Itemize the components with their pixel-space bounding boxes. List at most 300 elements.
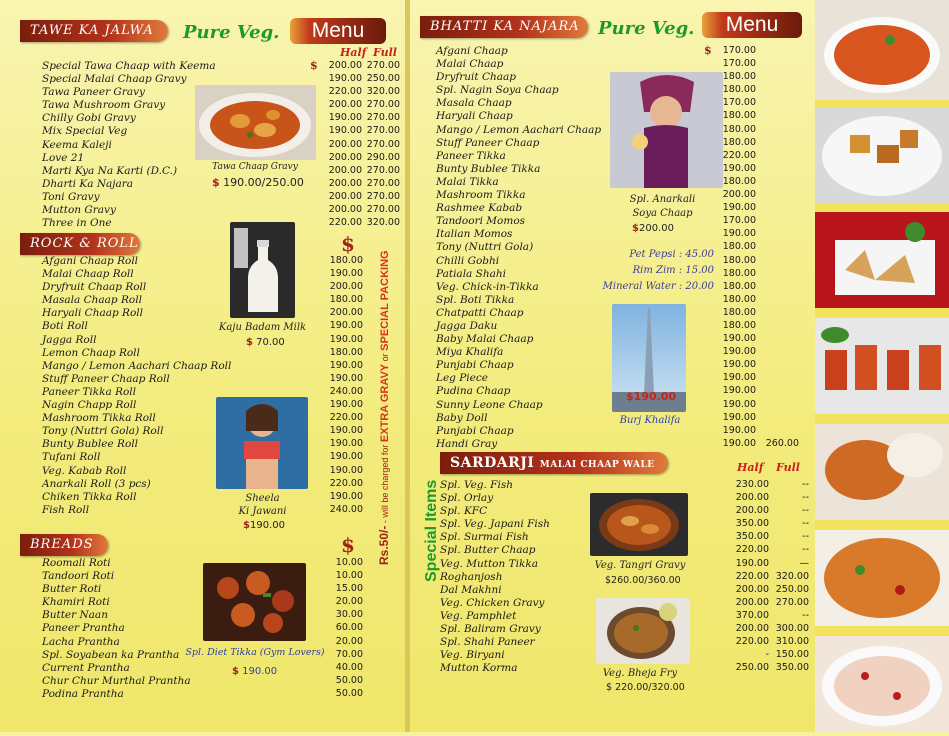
item-name: Chatpatti Chaap (436, 306, 524, 319)
milk-caption: Kaju Badam Milk (218, 322, 307, 333)
item-price: 180.00 (722, 241, 756, 253)
menu-item (42, 294, 372, 307)
dollar-sign: $ (246, 337, 253, 348)
menu-item (42, 438, 372, 451)
item-name: Spl. Boti Tikka (436, 293, 515, 306)
extra-charge-note (377, 250, 391, 565)
item-name: Spl. Butter Chaap (440, 544, 536, 557)
item-price: 180.00 (722, 84, 756, 96)
item-full-price: 260.00 (765, 437, 799, 449)
item-price: 190.00 (722, 398, 756, 410)
item-name: Chiken Tikka Roll (42, 490, 137, 503)
item-price: 180.00 (722, 267, 756, 279)
item-name: Spl. Orlay (440, 492, 494, 505)
curry-bowl-icon (195, 85, 316, 160)
item-name: Podina Prantha (42, 687, 124, 700)
item-name: Boti Roll (42, 320, 88, 333)
item-name: Spl. Veg. Fish (440, 479, 513, 491)
menu-item (42, 399, 372, 412)
milk-bottle-icon (230, 222, 295, 318)
item-name: Malai Chaap (436, 58, 504, 71)
dancer-photo-icon (216, 397, 308, 489)
item-name: Haryali Chaap (436, 110, 513, 123)
item-price: 170.00 (722, 45, 756, 56)
item-half-price: 200.00 (328, 151, 362, 163)
item-price: 190.00 (722, 359, 756, 371)
food-photo-strip (815, 0, 949, 732)
sardarji-title: SARDARJI (450, 455, 535, 471)
fry-bowl-icon (596, 598, 690, 664)
item-full-price: 270.00 (366, 177, 400, 189)
burj-price: $190.00 (626, 390, 677, 403)
menu-item (42, 281, 372, 294)
item-name: Paneer Tikka Roll (42, 385, 137, 398)
item-name: Butter Naan (42, 609, 108, 622)
item-price: 190.00 (722, 228, 756, 240)
menu-item (42, 320, 372, 333)
milk-price-value: 70.00 (256, 337, 285, 348)
item-price: 190.00 (722, 424, 756, 436)
menu-item (42, 217, 402, 230)
burj-caption: Burj Khalifa (619, 415, 681, 426)
item-full-price: 350.00 (775, 662, 809, 674)
item-name: Lemon Chaap Roll (42, 346, 140, 359)
special-packing-label: SPECIAL PACKING (379, 250, 391, 351)
item-name: Spl. Soyabean ka Prantha (42, 648, 180, 661)
item-name: Chur Chur Murthal Prantha (42, 674, 191, 687)
menu-item (440, 479, 810, 492)
bheja-fry-photo (596, 598, 690, 664)
anarkali-caption-1: Spl. Anarkali (629, 194, 696, 205)
milk-price (246, 337, 285, 348)
item-price: 190.00 (329, 464, 363, 476)
diet-tikka-price-value: 190.00 (242, 666, 278, 677)
model-photo-icon (610, 72, 723, 188)
item-price: 180.00 (722, 319, 756, 331)
section-header-rock: ROCK & ROLL (20, 233, 140, 255)
item-price: 190.00 (329, 490, 363, 502)
drink-rim-zim: Rim Zim : 15.00 (632, 265, 714, 276)
item-name: Afgani Chaap Roll (42, 255, 139, 267)
item-full-price: -- (802, 531, 809, 543)
extra-charge-text: - will be charged for (380, 442, 390, 526)
diet-tikka-price (232, 666, 277, 677)
rock-item-list (42, 255, 372, 517)
item-name: Veg. Chicken Gravy (440, 596, 545, 609)
item-name: Keema Kaleji (42, 138, 112, 151)
item-price: 10.00 (335, 557, 363, 568)
item-name: Fish Roll (42, 503, 90, 516)
item-half-price: 230.00 (735, 479, 769, 490)
item-name: Khamiri Roti (42, 596, 110, 609)
pure-veg-label-right: Pure Veg. (598, 18, 695, 39)
anarkali-price (632, 223, 674, 234)
item-full-price: 270.00 (366, 60, 400, 71)
item-price: 190.00 (329, 372, 363, 384)
item-full-price: 290.00 (366, 151, 400, 163)
item-name: Malai Chaap Roll (42, 268, 134, 281)
tawa-chaap-caption: Tawa Chaap Gravy (212, 162, 298, 172)
item-price: 60.00 (335, 622, 363, 634)
breads-dollar-sign: $ (341, 533, 355, 557)
sheela-price (243, 520, 285, 531)
item-name: Butter Roti (42, 583, 102, 596)
item-half-price: 220.00 (328, 86, 362, 98)
item-name: Three in One (42, 217, 112, 230)
sheela-caption-2: Ki Jawani (238, 506, 287, 517)
menu-item (42, 255, 372, 268)
item-name: Stuff Paneer Chaap (436, 136, 540, 149)
item-price: 170.00 (722, 58, 756, 70)
menu-item (436, 438, 806, 451)
menu-item (42, 360, 372, 373)
item-name: Spl. Baliram Gravy (440, 623, 541, 636)
item-name: Paneer Prantha (42, 622, 125, 635)
section-header-bhatti: BHATTI KA NAJARA (420, 16, 588, 38)
sardarji-col-half: Half (737, 461, 764, 474)
item-name: Roomali Roti (42, 557, 111, 569)
section-header-breads: BREADS (20, 534, 108, 556)
item-price: 200.00 (722, 189, 756, 201)
item-price: 220.00 (329, 477, 363, 489)
item-name: Mango / Lemon Aachari Chaap Roll (42, 359, 232, 372)
item-price: 180.00 (722, 71, 756, 83)
item-name: Veg. Kabab Roll (42, 464, 127, 477)
diet-tikka-caption: Spl. Diet Tikka (Gym Lovers) (185, 647, 325, 658)
item-price: 190.00 (722, 437, 756, 449)
item-price: 15.00 (335, 583, 363, 595)
dollar-sign: $ (632, 223, 639, 234)
tawa-chaap-photo (195, 85, 316, 160)
item-half-price: 200.00 (328, 204, 362, 216)
special-items-label: Special Items (423, 479, 440, 582)
menu-item (42, 204, 402, 217)
item-half-price: 200.00 (735, 596, 769, 608)
item-name: Stuff Paneer Chaap Roll (42, 372, 170, 385)
item-name: Mashroom Tikka Roll (42, 412, 156, 425)
item-name: Paneer Tikka (436, 149, 506, 162)
item-name: Mix Special Veg (42, 125, 128, 138)
item-full-price: 270.00 (366, 112, 400, 124)
item-half-price: 200.00 (735, 505, 769, 517)
item-price: 190.00 (329, 333, 363, 345)
item-price: 190.00 (329, 399, 363, 411)
item-price: 200.00 (329, 307, 363, 319)
item-half-price: - (765, 649, 769, 661)
item-name: Masala Chaap Roll (42, 294, 142, 307)
item-price: 180.00 (722, 280, 756, 292)
item-price: 190.00 (722, 346, 756, 358)
item-half-price: 200.00 (328, 99, 362, 111)
item-full-price: -- (802, 479, 809, 490)
item-half-price: 200.00 (328, 60, 362, 71)
item-full-price: 320.00 (366, 86, 400, 98)
item-half-price: 200.00 (328, 138, 362, 150)
item-price: 180.00 (722, 293, 756, 305)
item-name: Current Prantha (42, 661, 130, 674)
item-name: Malai Tikka (436, 175, 499, 188)
food-photos-icon (815, 0, 949, 732)
item-name: Lacha Prantha (42, 635, 120, 648)
item-price: 190.00 (722, 162, 756, 174)
item-name: Tandoori Momos (436, 215, 526, 228)
item-full-price: -- (802, 518, 809, 530)
item-price: 180.00 (722, 175, 756, 187)
menu-item (42, 688, 372, 701)
item-price: 190.00 (329, 359, 363, 371)
item-half-price: 200.00 (328, 177, 362, 189)
item-half-price: 190.00 (328, 73, 362, 85)
item-name: Pudina Chaap (436, 385, 511, 398)
section-header-sardarji (440, 452, 668, 474)
gravy-bowl-icon (590, 493, 688, 556)
item-half-price: 190.00 (735, 557, 769, 569)
item-half-price: 220.00 (735, 544, 769, 556)
item-price: 190.00 (722, 202, 756, 214)
item-name: Baby Malai Chaap (436, 333, 534, 346)
item-name: Spl. Shahi Paneer (440, 636, 535, 649)
item-price: 190.00 (722, 372, 756, 384)
item-full-price: 300.00 (775, 623, 809, 635)
item-price: 190.00 (329, 425, 363, 437)
rock-dollar-sign: $ (341, 232, 355, 256)
item-name: Marti Kya Na Karti (D.C.) (42, 164, 178, 177)
item-price: 10.00 (335, 570, 363, 582)
item-price: 190.00 (329, 438, 363, 450)
tawa-chaap-price (212, 176, 304, 189)
item-name: Punjabi Chaap (436, 359, 514, 372)
item-price: 190.00 (329, 451, 363, 463)
item-name: Tony (Nuttri Gola) Roll (42, 425, 164, 438)
item-half-price: 190.00 (328, 112, 362, 124)
sheela-caption-1: Sheela (245, 493, 280, 504)
item-name: Afgani Chaap (436, 45, 508, 57)
item-price: 170.00 (722, 97, 756, 109)
item-full-price: 270.00 (775, 596, 809, 608)
menu-item (42, 268, 372, 281)
item-name: Veg. Pamphlet (440, 609, 517, 622)
item-half-price: 200.00 (735, 583, 769, 595)
item-full-price: 270.00 (366, 190, 400, 202)
bheja-price: $ 220.00/320.00 (606, 682, 685, 693)
tangri-price: $260.00/360.00 (605, 575, 681, 586)
col-full-label: Full (373, 46, 397, 59)
item-name: Miya Khalifa (436, 346, 504, 359)
sardarji-col-full: Full (776, 461, 800, 474)
anarkali-price-value: 200.00 (638, 223, 674, 234)
tikka-plate-icon (203, 563, 306, 641)
item-price: 170.00 (722, 215, 756, 227)
item-full-price: 150.00 (775, 649, 809, 661)
item-full-price: -- (802, 609, 809, 621)
item-name: Tony (Nuttri Gola) (436, 241, 534, 254)
item-name: Veg. Mutton Tikka (440, 557, 538, 570)
dollar-sign: $ (704, 44, 712, 57)
dollar-sign: $ (310, 59, 318, 72)
item-name: Tandoori Roti (42, 570, 115, 583)
item-name: Bunty Bublee Tikka (436, 162, 541, 175)
item-name: Italian Momos (436, 228, 513, 241)
item-price: 180.00 (722, 123, 756, 135)
item-price: 220.00 (329, 412, 363, 424)
item-price: 70.00 (335, 648, 363, 660)
item-price: 190.00 (329, 320, 363, 332)
item-name: Roghanjosh (440, 570, 503, 583)
item-name: Baby Doll (436, 411, 488, 424)
dollar-sign: $ (232, 666, 239, 677)
menu-item (436, 228, 806, 241)
menu-item (42, 662, 372, 675)
pure-veg-label: Pure Veg. (183, 22, 280, 43)
item-price: 190.00 (722, 333, 756, 345)
item-name: Patiala Shahi (436, 267, 506, 280)
menu-item (42, 307, 372, 320)
tangri-gravy-photo (590, 493, 688, 556)
diet-tikka-photo (203, 563, 306, 641)
sheela-price-value: 190.00 (249, 520, 285, 531)
item-name: Nagin Chapp Roll (42, 399, 137, 412)
item-price: 200.00 (329, 281, 363, 293)
item-price: 220.00 (722, 149, 756, 161)
item-name: Tufani Roll (42, 451, 101, 464)
item-full-price: 320.00 (775, 570, 809, 582)
menu-item (42, 491, 372, 504)
item-half-price: 350.00 (735, 518, 769, 530)
item-half-price: 370.00 (735, 609, 769, 621)
item-price: 50.00 (335, 674, 363, 686)
item-price: 190.00 (329, 268, 363, 280)
item-name: Dal Makhni (440, 583, 502, 596)
menu-title: Menu (290, 18, 386, 44)
item-price: 180.00 (722, 110, 756, 122)
item-full-price: 310.00 (775, 636, 809, 648)
item-name: Leg Piece (436, 372, 488, 385)
item-half-price: 350.00 (735, 531, 769, 543)
menu-item (42, 347, 372, 360)
item-name: Punjabi Chaap (436, 424, 514, 437)
item-full-price: 270.00 (366, 164, 400, 176)
item-name: Tawa Paneer Gravy (42, 86, 145, 99)
menu-item (42, 373, 372, 386)
item-half-price: 200.00 (735, 623, 769, 635)
item-name: Special Tawa Chaap with Keema (42, 60, 216, 72)
drink-mineral-water: Mineral Water : 20.00 (602, 281, 714, 292)
item-full-price: -- (802, 492, 809, 504)
item-name: Toni Gravy (42, 190, 100, 203)
item-name: Veg. Chick-in-Tikka (436, 280, 539, 293)
bheja-caption: Veg. Bheja Fry (602, 668, 678, 679)
item-name: Chilli Gobhi (436, 254, 500, 267)
milk-bottle-photo (230, 222, 295, 318)
menu-item (42, 478, 372, 491)
sardarji-subtitle: MALAI CHAAP WALE (539, 460, 655, 470)
item-full-price: -- (802, 505, 809, 517)
item-name: Anarkali Roll (3 pcs) (42, 477, 151, 490)
item-price: 180.00 (722, 306, 756, 318)
item-name: Tawa Mushroom Gravy (42, 99, 166, 112)
menu-item (42, 334, 372, 347)
item-name: Masala Chaap (436, 97, 512, 110)
menu-item (436, 45, 806, 58)
tawa-chaap-price-value: 190.00/250.00 (223, 176, 304, 189)
item-name: Dryfruit Chaap (436, 71, 516, 84)
drink-pet-pepsi: Pet Pepsi : 45.00 (629, 249, 714, 260)
item-full-price: -- (802, 544, 809, 556)
item-price: 180.00 (722, 254, 756, 266)
item-name: Spl. Veg. Japani Fish (440, 518, 550, 531)
menu-item (42, 386, 372, 399)
item-name: Rashmee Kabab (436, 202, 523, 215)
item-name: Spl. KFC (440, 505, 488, 518)
item-name: Jagga Daku (436, 319, 498, 332)
item-name: Spl. Surmai Fish (440, 531, 529, 544)
item-price: 20.00 (335, 635, 363, 647)
item-full-price: 320.00 (366, 217, 400, 229)
item-half-price: 200.00 (328, 164, 362, 176)
item-price: 50.00 (335, 687, 363, 699)
item-name: Haryali Chaap Roll (42, 307, 144, 320)
menu-item (42, 425, 372, 438)
item-price: 180.00 (329, 294, 363, 306)
item-name: Dryfruit Chaap Roll (42, 281, 147, 294)
item-name: Bunty Bublee Roll (42, 438, 138, 451)
item-name: Mutton Korma (440, 662, 518, 675)
item-full-price: 270.00 (366, 99, 400, 111)
item-name: Spl. Nagin Soya Chaap (436, 84, 559, 97)
menu-item (42, 465, 372, 478)
item-full-price: 270.00 (366, 138, 400, 150)
item-price: 40.00 (335, 661, 363, 673)
sheela-photo (216, 397, 308, 489)
item-half-price: 190.00 (328, 125, 362, 137)
item-full-price: 270.00 (366, 125, 400, 137)
item-name: Handi Gray (436, 437, 498, 450)
item-full-price: — (799, 557, 809, 569)
menu-item (42, 451, 372, 464)
item-price: 30.00 (335, 609, 363, 621)
item-half-price: 200.00 (328, 190, 362, 202)
anarkali-caption-2: Soya Chaap (632, 208, 693, 219)
item-half-price: 250.00 (735, 662, 769, 674)
item-price: 180.00 (329, 255, 363, 266)
menu-item (42, 675, 372, 688)
extra-gravy-label: EXTRA GRAVY (379, 363, 391, 443)
item-price: 240.00 (329, 503, 363, 515)
item-half-price: 200.00 (735, 492, 769, 504)
menu-item (42, 504, 372, 517)
menu-item (436, 58, 806, 71)
menu-item (436, 425, 806, 438)
item-half-price: 220.00 (735, 636, 769, 648)
item-price: 240.00 (329, 385, 363, 397)
item-price: 180.00 (329, 346, 363, 358)
item-name: Sunny Leone Chaap (436, 398, 543, 411)
anarkali-photo (610, 72, 723, 188)
item-half-price: 220.00 (328, 217, 362, 229)
item-full-price: 250.00 (366, 73, 400, 85)
item-name: Veg. Biryani (440, 649, 505, 662)
item-full-price: 250.00 (775, 583, 809, 595)
right-menu-page (410, 0, 815, 732)
item-name: Love 21 (42, 151, 85, 164)
section-header-tawe: TAWE KA JALWA (20, 20, 168, 42)
item-name: Mango / Lemon Aachari Chaap (436, 123, 602, 136)
item-name: Dharti Ka Najara (42, 177, 134, 190)
menu-title-right: Menu (702, 12, 802, 38)
item-full-price: 270.00 (366, 204, 400, 216)
extra-charge-amount: Rs.50/- (377, 525, 391, 565)
extra-or-text: or (380, 350, 390, 364)
